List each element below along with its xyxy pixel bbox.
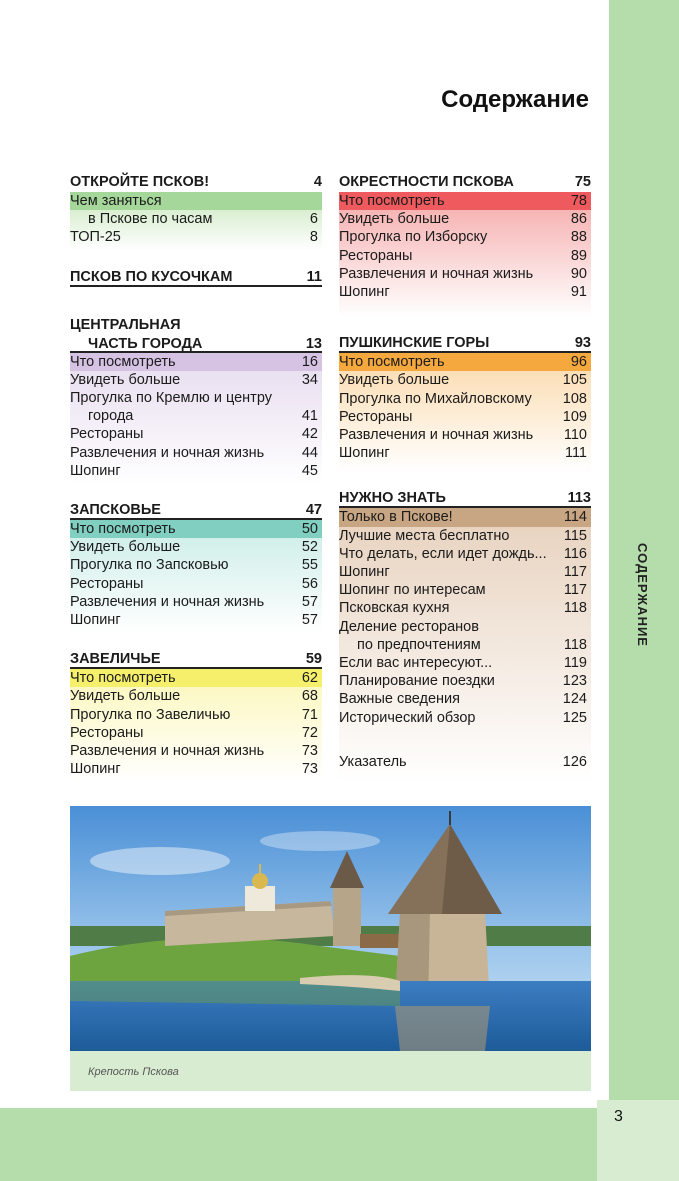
toc-entry[interactable]: Деление ресторанов (339, 618, 479, 635)
page-number-box (597, 1100, 679, 1181)
toc-entry[interactable]: Только в Пскове! 114 (339, 508, 591, 526)
toc-entry[interactable]: Шопинг 57 (70, 612, 318, 629)
toc-entry[interactable]: Шопинг 117 (339, 564, 587, 581)
toc-entry[interactable]: Что посмотреть 78 (339, 192, 591, 210)
toc-section-head[interactable]: ПУШКИНСКИЕ ГОРЫ 93 (339, 335, 591, 352)
toc-entries (70, 192, 322, 251)
toc-entry[interactable]: Что посмотреть 50 (70, 520, 322, 538)
toc-entry[interactable]: Что посмотреть 62 (70, 669, 322, 687)
toc-entry[interactable]: Развлечения и ночная жизнь 57 (70, 593, 318, 610)
toc-entry[interactable]: Увидеть больше 105 (339, 372, 587, 389)
toc-section-head[interactable]: ЗАВЕЛИЧЬЕ 59 (70, 651, 322, 668)
toc-entries (339, 192, 591, 317)
toc-entry[interactable]: Шопинг по интересам 117 (339, 582, 587, 599)
toc-right-column (339, 172, 591, 799)
toc-entry[interactable]: Рестораны 56 (70, 575, 318, 592)
toc-section (70, 649, 322, 782)
side-section-label: СОДЕРЖАНИЕ (635, 543, 650, 647)
toc-entry[interactable]: Шопинг 111 (339, 445, 587, 462)
toc-entry[interactable]: города 41 (88, 408, 318, 425)
toc-entry[interactable]: Прогулка по Изборску 88 (339, 229, 587, 246)
toc-entries (70, 353, 322, 484)
toc-entry[interactable]: Шопинг 91 (339, 284, 587, 301)
toc-section-head[interactable]: ЦЕНТРАЛЬНАЯ (70, 316, 181, 333)
bottom-band (0, 1108, 597, 1181)
toc-entry[interactable]: Рестораны 109 (339, 408, 587, 425)
toc-entries (70, 520, 322, 633)
toc-section (70, 315, 322, 484)
toc-entry[interactable]: Рестораны 89 (339, 247, 587, 264)
toc-section (339, 488, 591, 783)
toc-entries (339, 353, 591, 472)
toc-entry[interactable]: Увидеть больше 34 (70, 371, 318, 388)
toc-section-head[interactable]: ОТКРОЙТЕ ПСКОВ! 4 (70, 174, 322, 190)
toc-section-head-line2[interactable]: ЧАСТЬ ГОРОДА 13 (70, 335, 322, 353)
toc-entry[interactable]: Развлечения и ночная жизнь 90 (339, 265, 587, 282)
toc-entry[interactable]: Шопинг 45 (70, 462, 318, 479)
toc-entry[interactable]: Развлечения и ночная жизнь 110 (339, 427, 587, 444)
toc-entry[interactable]: Чем заняться (70, 192, 322, 210)
toc-entry[interactable]: Рестораны 72 (70, 724, 318, 741)
toc-entry[interactable]: Что посмотреть 16 (70, 353, 322, 371)
toc-section (70, 172, 322, 251)
toc-entry[interactable]: Прогулка по Кремлю и центру (70, 390, 272, 407)
toc-section (339, 333, 591, 472)
toc-entry[interactable]: Что делать, если идет дождь... 116 (339, 545, 587, 562)
toc-section-head[interactable]: ЗАПСКОВЬЕ 47 (70, 502, 322, 519)
toc-entry[interactable]: ТОП-25 8 (70, 229, 318, 246)
toc-entry[interactable]: Если вас интересуют... 119 (339, 655, 587, 672)
toc-entry[interactable]: Прогулка по Завеличью 71 (70, 706, 318, 723)
toc-entry[interactable]: Планирование поездки 123 (339, 673, 587, 690)
toc-section (339, 172, 591, 317)
toc-entry[interactable]: Псковская кухня 118 (339, 600, 587, 617)
toc-entry[interactable]: Рестораны 42 (70, 426, 318, 443)
fortress-photo (70, 806, 591, 1051)
toc-entry[interactable]: Исторический обзор 125 (339, 709, 587, 726)
toc-spacer (339, 727, 591, 753)
toc-entry[interactable]: Прогулка по Запсковью 55 (70, 557, 318, 574)
photo-caption: Крепость Пскова (88, 1066, 179, 1078)
toc-section-head[interactable]: ПСКОВ ПО КУСОЧКАМ 11 (70, 268, 322, 285)
toc-left-column (70, 172, 322, 798)
toc-entry[interactable]: в Пскове по часам 6 (88, 211, 318, 228)
toc-entry[interactable]: Увидеть больше 68 (70, 688, 318, 705)
toc-entry-index[interactable]: Указатель 126 (339, 753, 587, 770)
page-title: Содержание (441, 86, 589, 113)
toc-entry[interactable]: Увидеть больше 86 (339, 211, 587, 228)
toc-entry[interactable]: Развлечения и ночная жизнь 44 (70, 444, 318, 461)
toc-entry[interactable]: Важные сведения 124 (339, 691, 587, 708)
toc-entry[interactable]: по предпочтениям 118 (357, 636, 587, 653)
toc-section (70, 267, 322, 287)
toc-entry[interactable]: Увидеть больше 52 (70, 539, 318, 556)
toc-entries (339, 508, 591, 783)
toc-section-head[interactable]: ОКРЕСТНОСТИ ПСКОВА 75 (339, 174, 591, 190)
page-number: 3 (614, 1108, 623, 1125)
toc-entry[interactable]: Лучшие места бесплатно 115 (339, 527, 587, 544)
toc-entry[interactable]: Что посмотреть 96 (339, 353, 591, 371)
toc-entry[interactable]: Шопинг 73 (70, 761, 318, 778)
toc-entries (70, 669, 322, 782)
toc-section-head[interactable]: НУЖНО ЗНАТЬ 113 (339, 490, 591, 507)
toc-section (70, 500, 322, 633)
toc-entry[interactable]: Прогулка по Михайловскому 108 (339, 390, 587, 407)
toc-entry[interactable]: Развлечения и ночная жизнь 73 (70, 743, 318, 760)
